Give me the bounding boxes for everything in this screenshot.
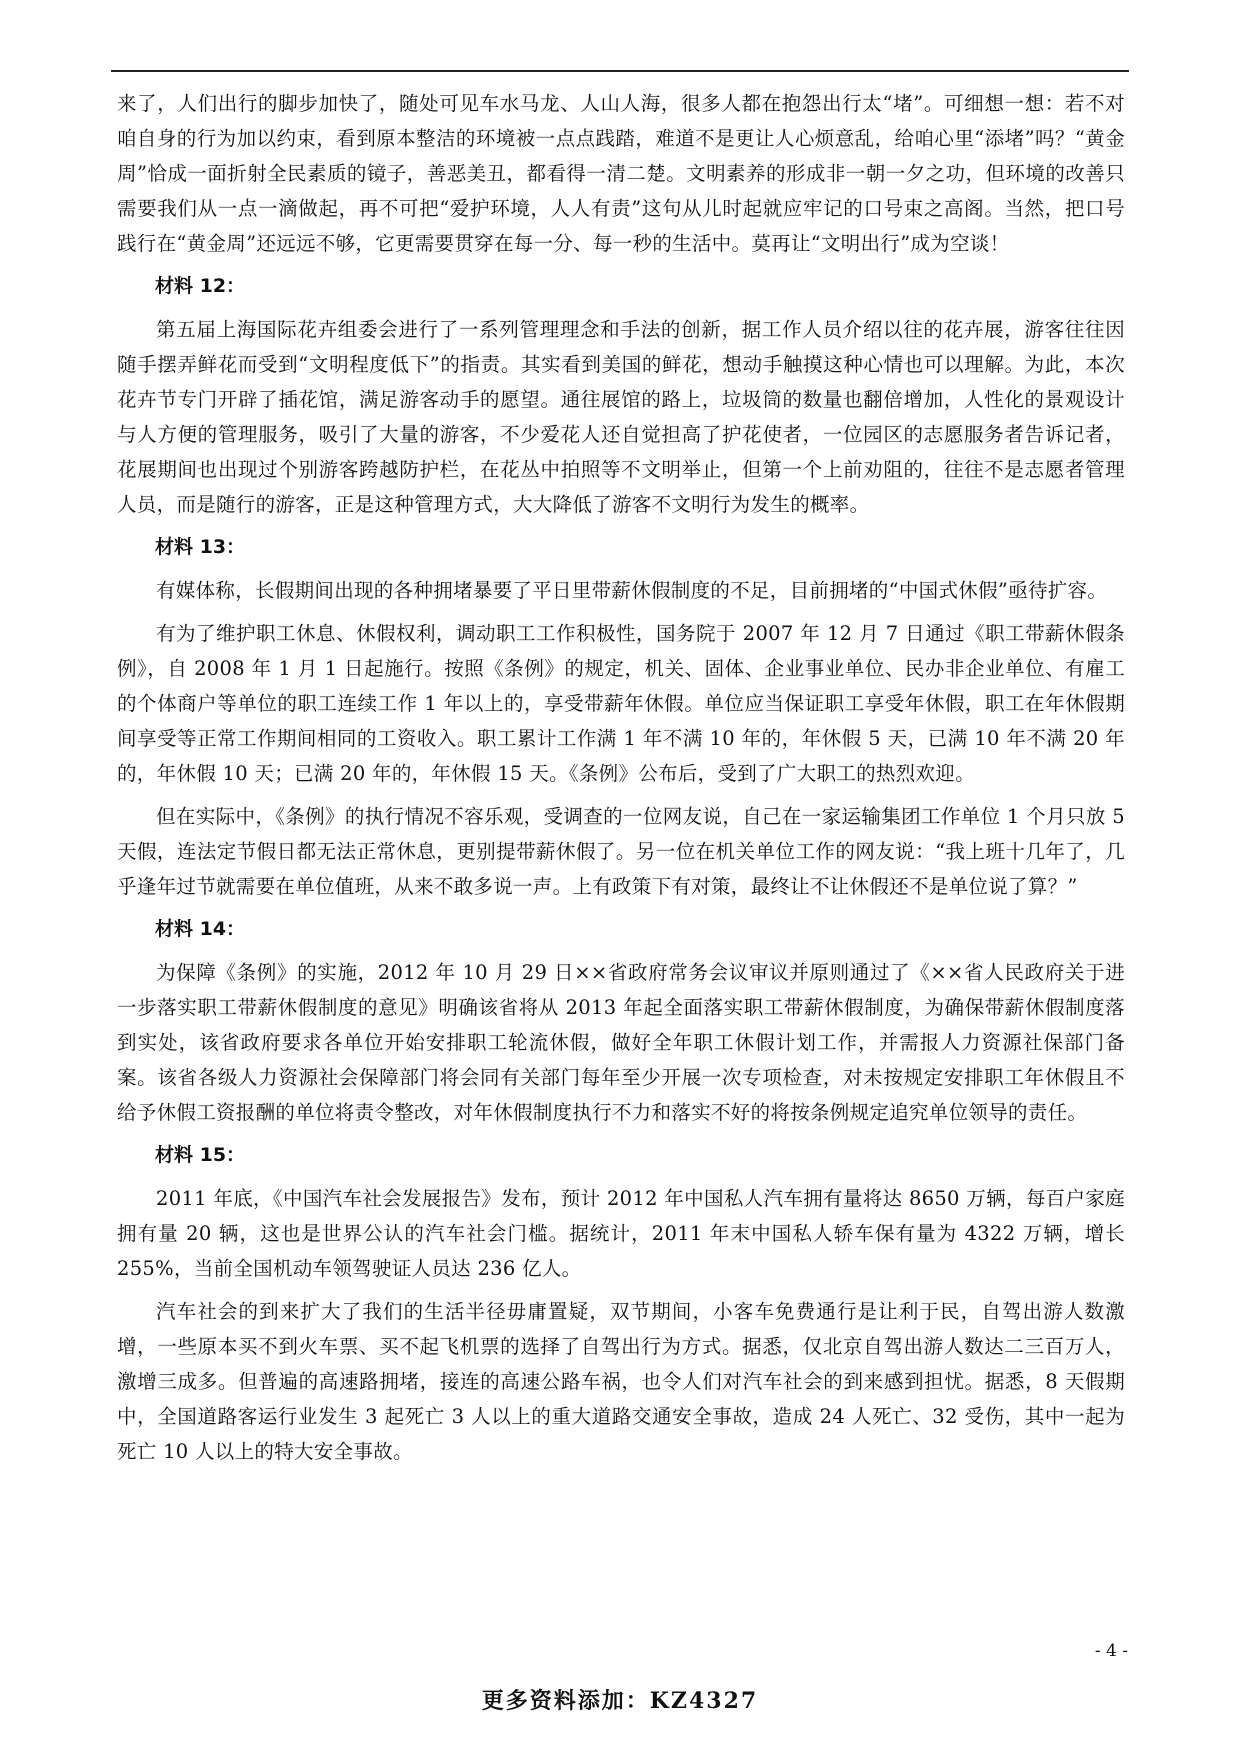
header-rule bbox=[111, 70, 1129, 72]
body-paragraph: 第五届上海国际花卉组委会进行了一系列管理理念和手法的创新，据工作人员介绍以往的花卉展，游客往往因随手摆弄鲜花而受到“文明程度低下”的指责。其实看到美国的鲜花，想动手触摸这种心情也可以理解。为此，本次花卉节专门开辟了插花馆，满足游客动手的愿望。通往展馆的路上，垃圾筒的数量也翻倍增加，人性化的景观设计与人方便的管理服务，吸引了大量的游客，不少爱花人还自觉担高了护花使者，一位园区的志愿服务者告诉记者，花展期间也出现过个别游客跨越防护栏，在花丛中拍照等不文明举止，但第一个上前劝阻的，往往不是志愿者管理人员，而是随行的游客，正是这种管理方式，大大降低了游客不文明行为发生的概率。 bbox=[117, 318, 1125, 516]
body-paragraph: 有为了维护职工休息、休假权利，调动职工工作积极性，国务院于 2007 年 12 月 7 日通过《职工带薪休假条例》，自 2008 年 1 月 1 日起施行。按照《条例》的规定，机关、固体、企业事业单位、民办非企业单位、有雇工的个体商户等单位的职工连续工作 1 年以上的，享受带薪年休假。单位应当保证职工享受年休假，职工在年休假期间享受等正常工作期间相同的工资收入。职工累计工作满 1 年不满 10 年的，年休假 5 天，已满 10 年不满 20 年的，年休假 10 天；已满 20 年的，年休假 15 天。《条例》公布后，受到了广大职工的热烈欢迎。 bbox=[117, 622, 1125, 785]
body-paragraph: 但在实际中，《条例》的执行情况不容乐观，受调查的一位网友说，自己在一家运输集团工作单位 1 个月只放 5 天假，连法定节假日都无法正常休息，更别提带薪休假了。另一位在机关单位工作的网友说：“我上班十几年了，几乎逢年过节就需要在单位值班，从来不敢多说一声。上有政策下有对策，最终让不让休假还不是单位说了算？” bbox=[117, 805, 1125, 898]
section-heading: 材料 14： bbox=[155, 918, 246, 940]
page-number: - 4 - bbox=[1094, 1641, 1128, 1661]
body-paragraph: 有媒体称，长假期间出现的各种拥堵暴要了平日里带薪休假制度的不足，目前拥堵的“中国式休假”亟待扩容。 bbox=[156, 579, 1108, 602]
section-heading: 材料 15： bbox=[155, 1144, 246, 1166]
document-body bbox=[117, 86, 1125, 1477]
section-heading: 材料 12： bbox=[155, 275, 246, 297]
section-heading: 材料 13： bbox=[155, 536, 246, 558]
body-paragraph: 来了，人们出行的脚步加快了，随处可见车水马龙、人山人海，很多人都在抱怨出行太“堵”。可细想一想：若不对咱自身的行为加以约束，看到原本整洁的环境被一点点践踏，难道不是更让人心烦意乱，给咱心里“添堵”吗？“黄金周”恰成一面折射全民素质的镜子，善恶美丑，都看得一清二楚。文明素养的形成非一朝一夕之功，但环境的改善只需要我们从一点一滴做起，再不可把“爱护环境，人人有责”这句从儿时起就应牢记的口号束之高阁。当然，把口号践行在“黄金周”还远远不够，它更需要贯穿在每一分、每一秒的生活中。莫再让“文明出行”成为空谈！ bbox=[117, 92, 1125, 255]
footer-note: 更多资料添加：KZ4327 bbox=[481, 1688, 759, 1714]
body-paragraph: 汽车社会的到来扩大了我们的生活半径毋庸置疑，双节期间，小客车免费通行是让利于民，自驾出游人数激增，一些原本买不到火车票、买不起飞机票的选择了自驾出行为方式。据悉，仅北京自驾出游人数达二三百万人，激增三成多。但普遍的高速路拥堵，接连的高速公路车祸，也令人们对汽车社会的到来感到担忧。据悉，8 天假期中，全国道路客运行业发生 3 起死亡 3 人以上的重大道路交通安全事故，造成 24 人死亡、32 受伤，其中一起为死亡 10 人以上的特大安全事故。 bbox=[117, 1300, 1125, 1463]
body-paragraph: 2011 年底，《中国汽车社会发展报告》发布，预计 2012 年中国私人汽车拥有量将达 8650 万辆，每百户家庭拥有量 20 辆，这也是世界公认的汽车社会门槛。据统计，2011 年末中国私人轿车保有量为 4322 万辆，增长 255%，当前全国机动车领驾驶证人员达 236 亿人。 bbox=[117, 1187, 1125, 1280]
body-paragraph: 为保障《条例》的实施，2012 年 10 月 29 日××省政府常务会议审议并原则通过了《××省人民政府关于进一步落实职工带薪休假制度的意见》明确该省将从 2013 年起全面落实职工带薪休假制度，为确保带薪休假制度落到实处，该省政府要求各单位开始安排职工轮流休假，做好全年职工休假计划工作，并需报人力资源社保部门备案。该省各级人力资源社会保障部门将会同有关部门每年至少开展一次专项检查，对未按规定安排职工年休假且不给予休假工资报酬的单位将责令整改，对年休假制度执行不力和落实不好的将按条例规定追究单位领导的责任。 bbox=[117, 961, 1125, 1124]
